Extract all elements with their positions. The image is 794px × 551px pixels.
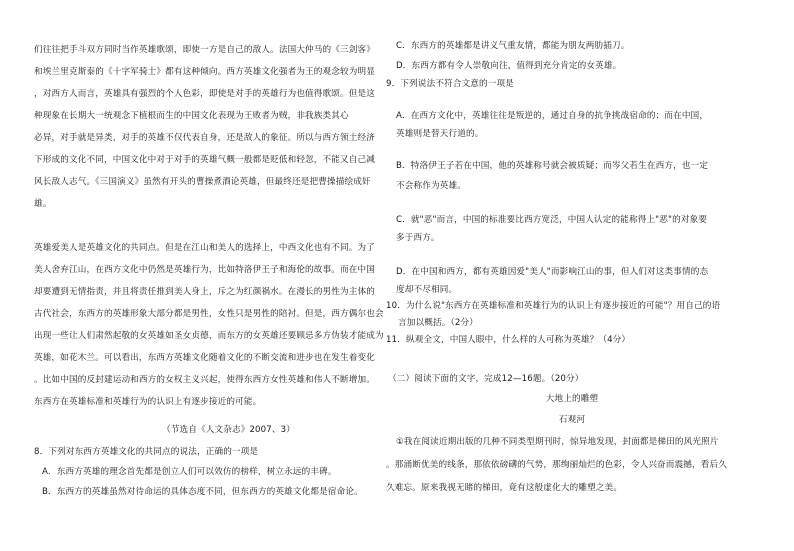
paragraph-line: 们往往把手斗双方同时当作英雄歌颂，即使一方是自己的敌人。法国大仲马的《三剑客》 — [34, 45, 376, 55]
option-8c: C．东西方的英雄都是讲义气重友情，都能为朋友两肋插刀。 — [396, 41, 630, 51]
question-10-cont: 言加以概括。（2分） — [398, 318, 479, 328]
paragraph-line: ，对西方人而言，英雄具有强烈的个人色彩，即使是对手的英雄行为也值得歌颂。但是这 — [34, 89, 376, 99]
paragraph-line: 英雄，如花木兰。可以看出，东西方英雄文化随着文化的不断交流和进步也在发生着变化 — [34, 353, 376, 363]
option-8b: B．东西方的英雄虽然对待命运的具体态度不同，但东西方的英雄文化都是宿命论。 — [42, 487, 363, 497]
article-title: 大地上的雕塑 — [545, 394, 599, 404]
option-9a: A．在西方文化中，英雄往往是叛逆的，通过自身的抗争挑战宿命的；而在中国， — [396, 111, 709, 121]
question-11: 11．纵观全文，中国人眼中，什么样的人可称为英雄？（4分） — [386, 335, 631, 345]
paragraph-line: 英雄爱美人是英雄文化的共同点。但是在江山和美人的选择上，中西文化也有不同。为了 — [34, 243, 376, 253]
option-9b-cont: 不会称作为英雄。 — [396, 181, 466, 191]
option-9a-cont: 英雄则是替天行道的。 — [396, 129, 484, 139]
option-9c: C．就"恶"而言，中国的标准要比西方宽泛，中国人认定的能称得上"恶"的对象要 — [396, 215, 708, 225]
option-8a: A．东西方英雄的理念首先都是创立人们可以效仿的榜样，树立永远的丰碑。 — [42, 467, 337, 477]
question-8: 8．下列对东西方英雄文化的共同点的说法，正确的一项是 — [34, 447, 259, 457]
option-9c-cont: 多于西方。 — [396, 233, 440, 243]
paragraph-line: 古代社会，东西方的英雄形象大部分都是男性，女性只是男性的陪衬。但是，西方偶尔也会 — [34, 309, 384, 319]
paragraph-line: 东西方在英雄标准和英雄行为的认识上有逐步接近的可能。 — [34, 397, 262, 407]
paragraph-line: 下形成的文化不同，中国文化中对于对手的英雄气概一般都是贬低和轻忽，不能又自己减 — [34, 155, 376, 165]
paragraph-line: 美人舍弃江山，在西方文化中仍然是英雄行为，比如特洛伊王子和海伦的故事。而在中国 — [34, 265, 376, 275]
paragraph-line: 必异，对手就是异类，对手的英雄不仅代表自身，还是敌人的象征。所以与西方领土经济 — [34, 133, 376, 143]
paragraph-line: 和埃兰里克斯泰的《十字军骑士》都有这种倾向。西方英雄文化强者为王的观念较为明显 — [34, 67, 376, 77]
option-9b: B．特洛伊王子若在中国，他的英雄称号就会被质疑；而岑父若生在西方，也一定 — [396, 161, 709, 171]
option-9d-cont: 度却不尽相同。 — [396, 285, 458, 295]
article-paragraph: 久难忘。原来我视无睹的梯田，竟有这般虚化大的雕塑之美。 — [386, 483, 623, 493]
paragraph-line: 却要遭到无情指责，并且将责任推到美人身上，斥之为红颜祸水。在漫长的男性为主体的 — [34, 287, 376, 297]
paragraph-line: 出现一些让人们肃然起敬的女英雄如圣女贞德，而东方的女英雄还要顾忌多方伪装才能成为 — [34, 331, 384, 341]
question-9: 9．下列说法不符合文意的一项是 — [386, 79, 515, 89]
article-paragraph: ①我在阅读近期出版的几种不同类型期刊时，惊异地发现，封面都是梯田的风光照片 — [396, 437, 719, 447]
paragraph-line: 风长敌人志气。《三国演义》虽然有开头的曹操煮酒论英雄，但最终还是把曹操描绘成奸 — [34, 177, 371, 187]
paragraph-line: 。比如中国的反封建运动和西方的女权主义兴起，使得东西方女性英雄和伟人不断增加。 — [34, 375, 376, 385]
question-10: 10．为什么说"东西方在英雄标准和英雄行为的认识上有逐步接近的可能"？用自己的语 — [386, 301, 721, 311]
article-author: 石观河 — [558, 415, 586, 425]
section-heading: （二）阅读下面的文字，完成12—16题。（20分） — [388, 374, 584, 384]
paragraph-line: 雄。 — [34, 199, 52, 209]
source-citation: （节选自《人文杂志》2007、3） — [162, 425, 296, 435]
option-8d: D．东西方都有令人崇敬向往，值得到充分肯定的女英雄。 — [396, 61, 622, 71]
option-9d: D．在中国和西方，都有英雄因爱"美人"而影响江山的事，但人们对这类事情的态 — [396, 267, 709, 277]
article-paragraph: 。那涌断优美的线条，那依依磅礴的气势，那绚丽灿烂的色彩，令人兴奋而震撼，看后久 — [386, 460, 728, 470]
paragraph-line: 种现象在长期大一统观念下植根而生的中国文化表现为王败者为贼，非我族类其心 — [34, 111, 349, 121]
